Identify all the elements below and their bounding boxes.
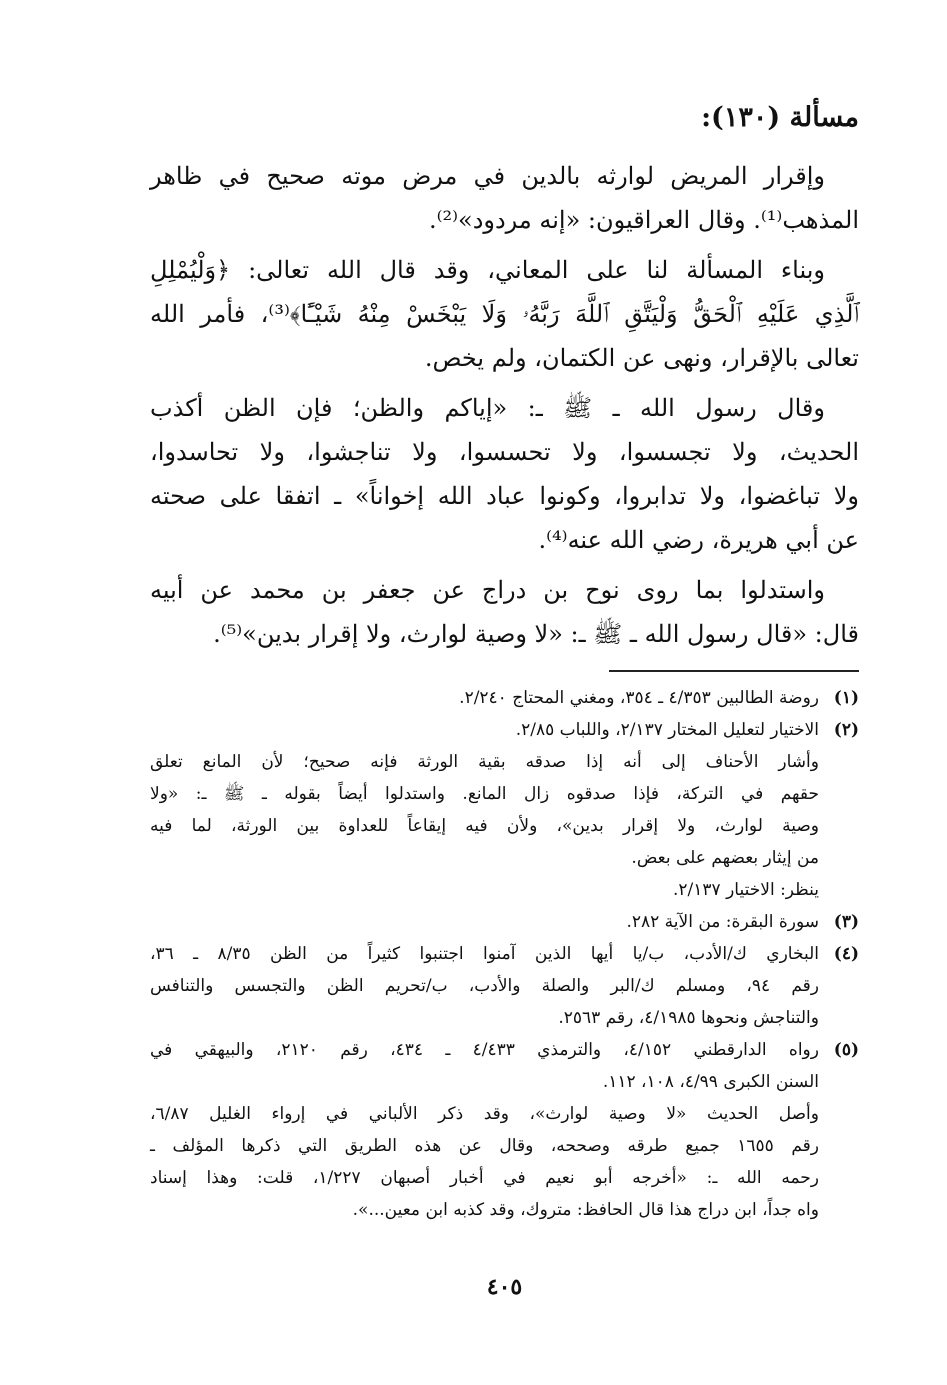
footnotes xyxy=(150,682,859,1226)
text-line: قال: «قال رسول الله ـ ﷺ ـ: «لا وصية لوارث، ولا إقرار بدين»⁽⁵⁾. xyxy=(213,620,859,648)
footnote-line: روضة الطالبين ٤/٣٥٣ ـ ٣٥٤، ومغني المحتاج ٢/٢٤٠. xyxy=(459,688,819,708)
document-page xyxy=(150,0,859,1385)
footnote-line: من إيثار بعضهم على بعض. xyxy=(631,848,819,868)
footnote-number: (٢) xyxy=(833,720,859,740)
footnote-line: الاختيار لتعليل المختار ٢/١٣٧، واللباب ٢/٨٥. xyxy=(515,720,819,740)
footnote-number: (١) xyxy=(833,688,859,708)
footnote-line: رقم ١٦٥٥ جميع طرقه وصححه، وقال عن هذه الطريق التي ذكرها المؤلف ـ xyxy=(150,1136,819,1156)
footnote-line: رقم ٩٤، ومسلم ك/البر والصلة والأدب، ب/تحريم الظن والتجسس والتنافس xyxy=(150,976,819,996)
paragraph-1 xyxy=(150,154,859,242)
text-line: عن أبي هريرة، رضي الله عنه⁽⁴⁾. xyxy=(538,526,859,554)
paragraph-2 xyxy=(150,248,859,380)
footnote-3 xyxy=(150,906,859,938)
text-line: وقال رسول الله ـ ﷺ ـ: «إياكم والظن؛ فإن الظن أكذب xyxy=(150,394,825,422)
text-line: واستدلوا بما روى نوح بن دراج عن جعفر بن محمد عن أبيه xyxy=(150,576,825,604)
quran-verse-line: ٱلَّذِي عَلَيْهِ ٱلْحَقُّ وَلْيَتَّقِ ٱللَّهَ رَبَّهُۥ وَلَا يَبْخَسْ مِنْهُ شَيْـًٔا﴾⁽³⁾، فأمر الله xyxy=(150,300,859,328)
issue-heading: مسألة (١٣٠): xyxy=(701,102,859,133)
footnote-divider xyxy=(609,670,859,672)
text-line: وإقرار المريض لوارثه بالدين في مرض موته صحيح في ظاهر xyxy=(150,162,825,190)
footnote-line: وأشار الأحناف إلى أنه إذا صدقه بقية الورثة فإنه صحيح؛ لأن المانع تعلق xyxy=(150,752,819,772)
text-line: ولا تباغضوا، ولا تدابروا، وكونوا عباد الله إخواناً» ـ اتفقا على صحته xyxy=(150,482,859,510)
footnote-line: البخاري ك/الأدب، ب/يا أيها الذين آمنوا اجتنبوا كثيراً من الظن ٨/٣٥ ـ ٣٦، xyxy=(150,944,819,964)
footnote-line: حقهم في التركة، فإذا صدقوه زال المانع. واستدلوا أيضاً بقوله ـ ﷺ ـ: «ولا xyxy=(150,784,819,804)
text-line: المذهب⁽¹⁾. وقال العراقيون: «إنه مردود»⁽²⁾. xyxy=(428,206,859,234)
paragraph-4 xyxy=(150,568,859,656)
text-line: وبناء المسألة لنا على المعاني، وقد قال الله تعالى: ﴿وَلْيُمْلِلِ xyxy=(150,256,825,284)
footnote-line: رحمه الله ـ: «أخرجه أبو نعيم في أخبار أصبهان ١/٢٢٧، قلت: وهذا إسناد xyxy=(150,1168,819,1188)
footnote-5 xyxy=(150,1034,859,1226)
footnote-line: وصية لوارث، ولا إقرار بدين»، ولأن فيه إيقاعاً للعداوة بين الورثة، لما فيه xyxy=(150,816,819,836)
main-text xyxy=(150,154,859,662)
footnote-1 xyxy=(150,682,859,714)
footnote-line: ينظر: الاختيار ٢/١٣٧. xyxy=(673,880,819,900)
footnote-line: رواه الدارقطني ٤/١٥٢، والترمذي ٤/٤٣٣ ـ ٤٣٤، رقم ٢١٢٠، والبيهقي في xyxy=(150,1040,819,1060)
text-line: تعالى بالإقرار، ونهى عن الكتمان، ولم يخص. xyxy=(424,344,859,372)
footnote-number: (٣) xyxy=(833,912,859,932)
text-line: الحديث، ولا تجسسوا، ولا تحسسوا، ولا تناجشوا، ولا تحاسدوا، xyxy=(150,438,859,466)
footnote-4 xyxy=(150,938,859,1034)
footnote-2 xyxy=(150,714,859,906)
paragraph-3 xyxy=(150,386,859,562)
footnote-number: (٥) xyxy=(833,1040,859,1060)
footnote-line: سورة البقرة: من الآية ٢٨٢. xyxy=(626,912,819,932)
footnote-line: وأصل الحديث «لا وصية لوارث»، وقد ذكر الألباني في إرواء الغليل ٦/٨٧، xyxy=(150,1104,819,1124)
footnote-number: (٤) xyxy=(833,944,859,964)
footnote-line: السنن الكبرى ٤/٩٩، ١٠٨، ١١٢. xyxy=(602,1072,819,1092)
footnote-line: والتناجش ونحوها ٤/١٩٨٥، رقم ٢٥٦٣. xyxy=(558,1008,819,1028)
footnote-line: واه جداً، ابن دراج هذا قال الحافظ: متروك، وقد كذبه ابن معين...». xyxy=(352,1200,819,1220)
page-number: ٤٠٥ xyxy=(486,1274,523,1300)
